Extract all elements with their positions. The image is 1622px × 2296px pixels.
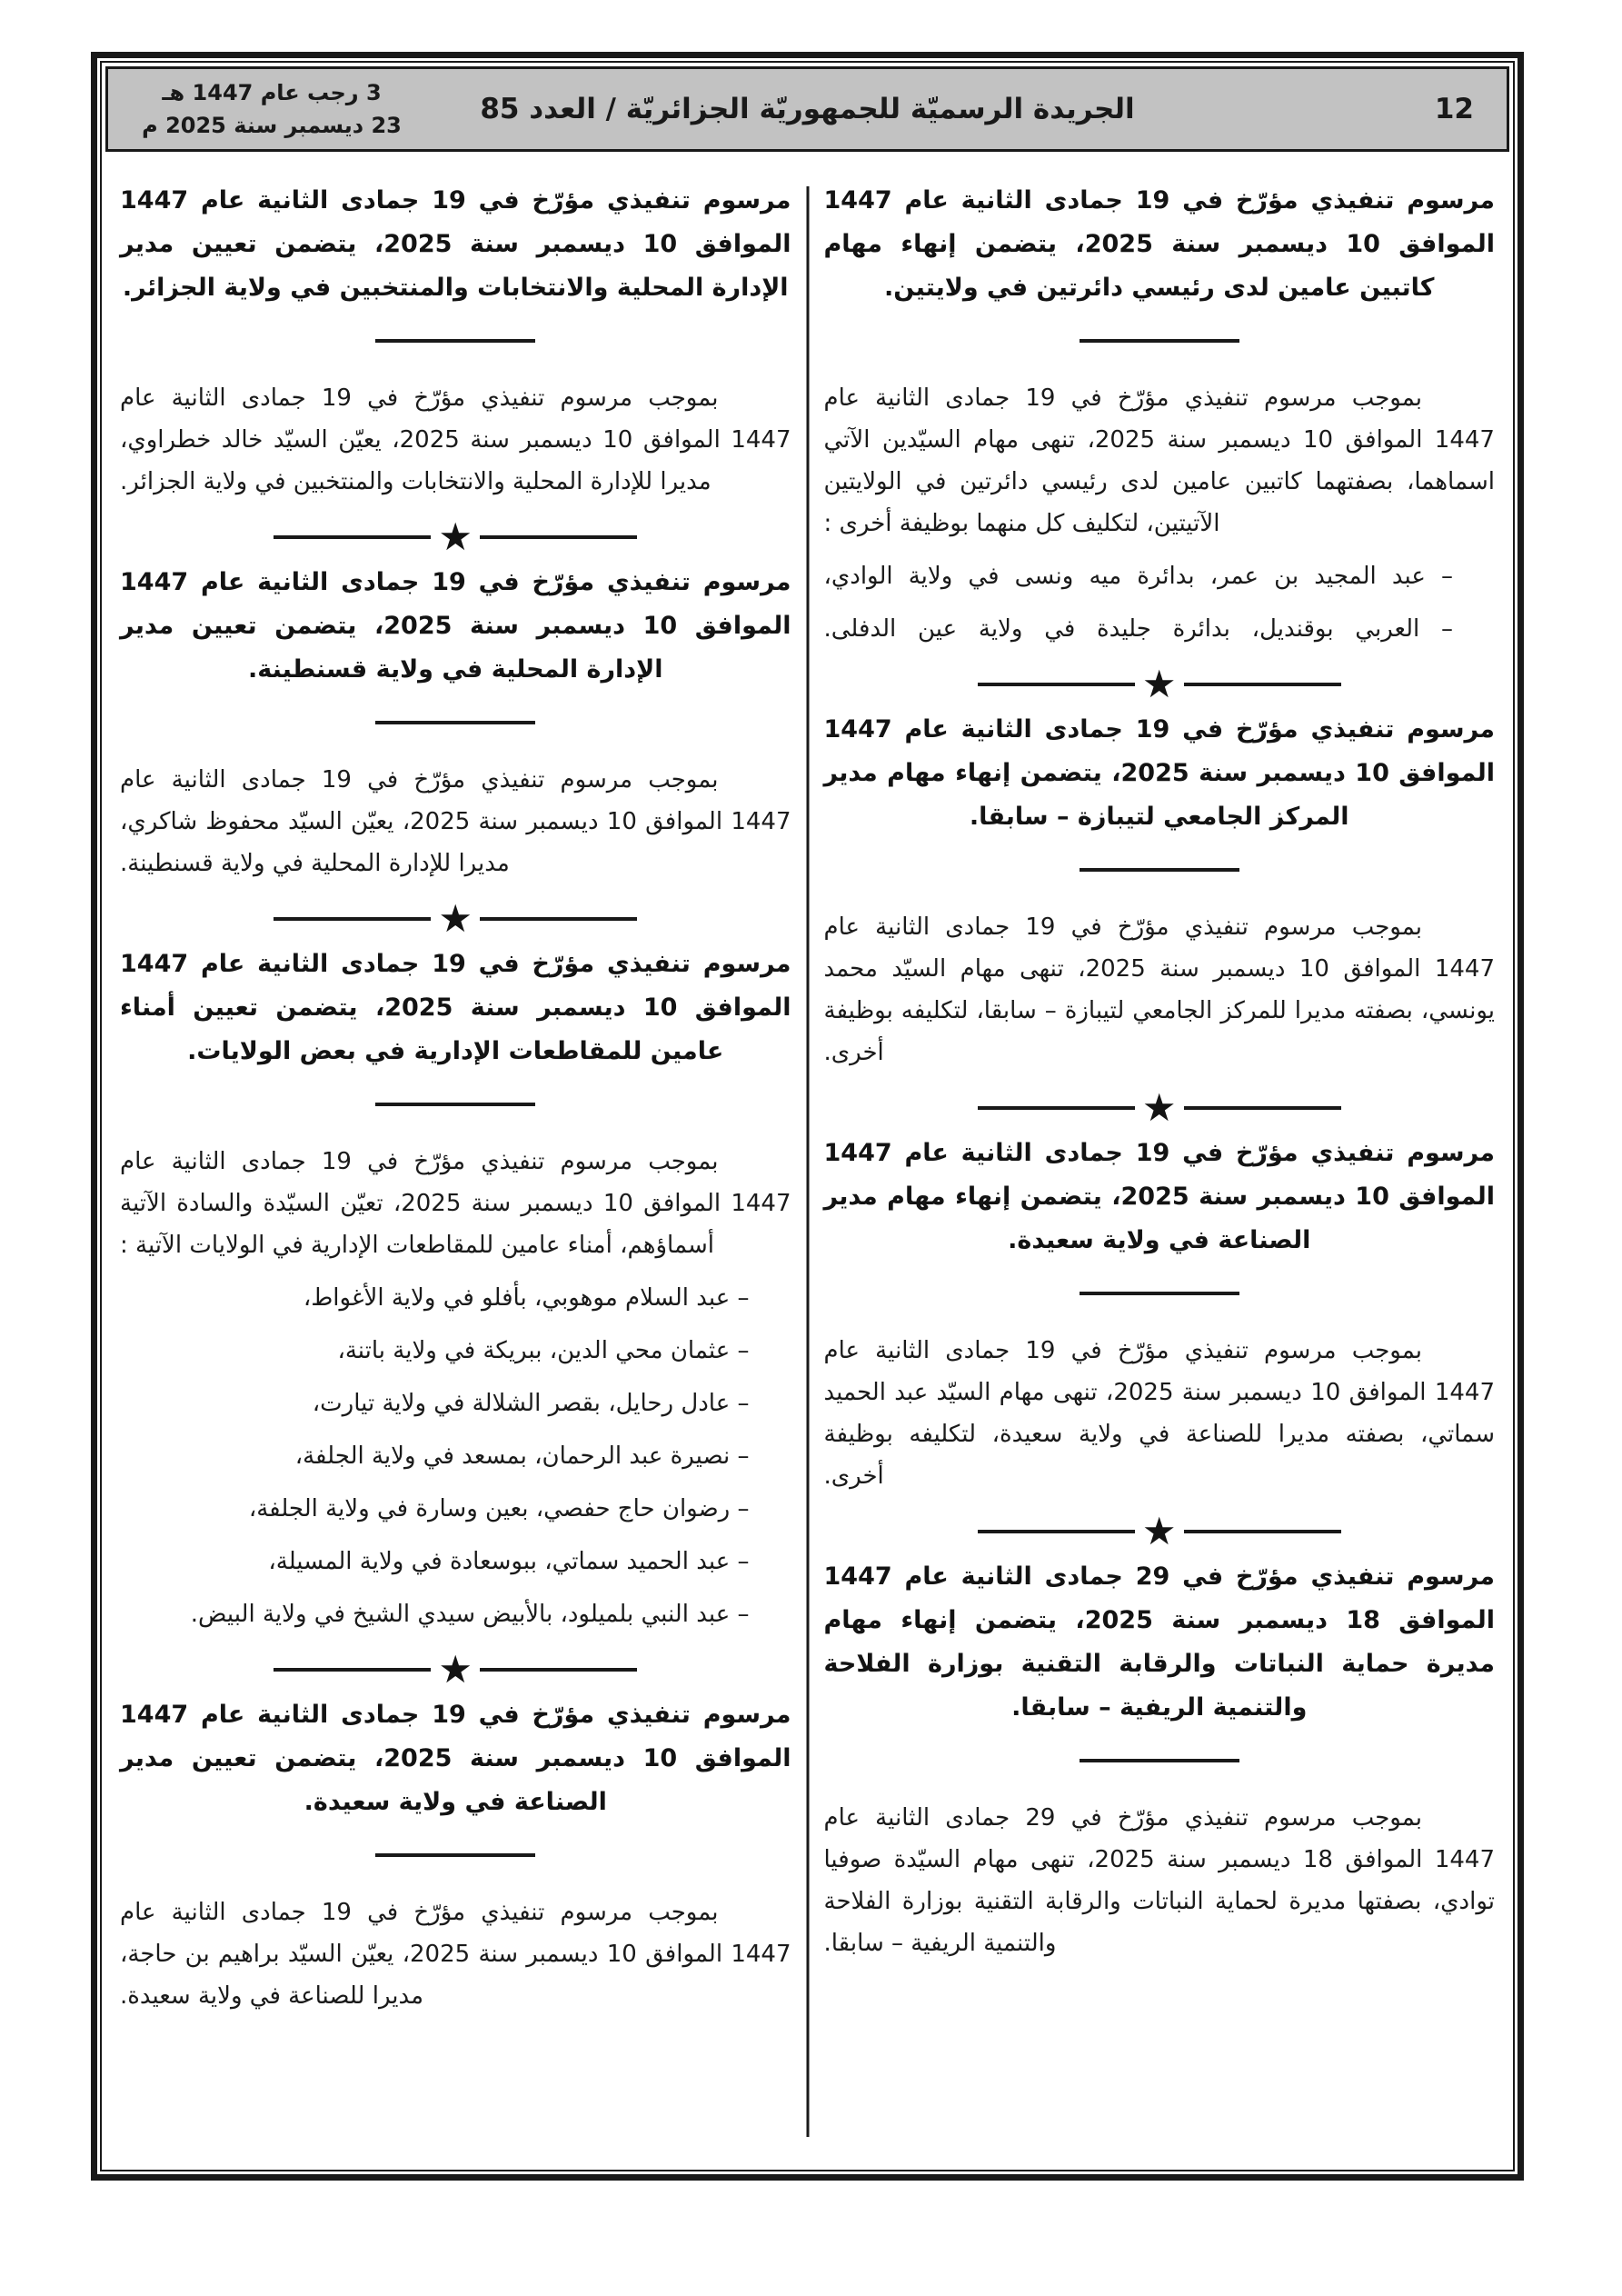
- title-separator: [375, 1103, 535, 1106]
- decree-list-item: – عادل رحايل، بقصر الشلالة في ولاية تيارت،: [312, 1390, 750, 1417]
- separator-line: [480, 1668, 637, 1672]
- decree-list-item: – عبد النبي بلميلود، بالأبيض سيدي الشيخ في ولاية البيض.: [190, 1601, 750, 1628]
- separator-line: [274, 1668, 431, 1672]
- decree-list-item: – نصيرة عبد الرحمان، بمسعد في ولاية الجلفة،: [294, 1442, 750, 1470]
- star-separator: [978, 1509, 1341, 1553]
- star-icon: ★: [1141, 1509, 1177, 1553]
- decree-list-item: – عبد الحميد سماتي، ببوسعادة في ولاية المسيلة،: [268, 1548, 750, 1575]
- decree-title: مرسوم تنفيذي مؤرّخ في 19 جمادى الثانية عام 1447 الموافق 10 ديسمبر سنة 2025، يتضمن تعيين أمناء عامين للمقاطعات الإدارية في بعض الولايات.: [120, 950, 791, 1065]
- page-frame-inner: [100, 61, 1515, 2171]
- decree: [824, 708, 1496, 1073]
- header-date-hijri: 3 رجب عام 1447 هـ: [162, 80, 382, 105]
- separator-line: [978, 683, 1135, 686]
- page-number: 12: [1434, 93, 1474, 125]
- decree: [824, 1555, 1496, 1964]
- title-separator: [1080, 1292, 1239, 1295]
- decree-body: بموجب مرسوم تنفيذي مؤرّخ في 19 جمادى الثانية عام 1447 الموافق 10 ديسمبر سنة 2025، تنهى مهام السيّدين الآتي اسماهما، بصفتهما كاتبين عامين لدى رئيسي دائرتين في الولايتين الآتيتين، لتكليف كل منهما بوظيفة أخرى :: [823, 384, 1495, 537]
- title-separator: [1080, 339, 1239, 343]
- decree: [120, 179, 791, 503]
- page-frame: [91, 52, 1524, 2181]
- decree-list-item: – عثمان محي الدين، ببريكة في ولاية باتنة،: [337, 1337, 750, 1364]
- column-right: [808, 179, 1512, 2017]
- decree-list-item: – رضوان حاج حفصي، بعين وسارة في ولاية الجلفة،: [248, 1495, 750, 1522]
- separator-line: [274, 535, 431, 539]
- star-separator: [274, 896, 637, 941]
- decree-title: مرسوم تنفيذي مؤرّخ في 19 جمادى الثانية عام 1447 الموافق 10 ديسمبر سنة 2025، يتضمن إنهاء مهام كاتبين عامين لدى رئيسي دائرتين في ولايتين.: [823, 186, 1496, 302]
- decree: [824, 1132, 1496, 1497]
- decree: [120, 561, 791, 884]
- separator-line: [978, 1106, 1135, 1110]
- decree-title: مرسوم تنفيذي مؤرّخ في 19 جمادى الثانية عام 1447 الموافق 10 ديسمبر سنة 2025، يتضمن إنهاء مهام مدير المركز الجامعي لتيبازة – سابقا.: [823, 715, 1496, 831]
- title-separator: [375, 721, 535, 724]
- decree: [120, 1693, 791, 2017]
- decree-list-item: – عبد المجيد بن عمر، بدائرة ميه ونسى في ولاية الوادي،: [823, 563, 1453, 590]
- decree: [824, 179, 1496, 650]
- decree-list-item: – العربي بوقنديل، بدائرة جليدة في ولاية عين الدفلى.: [823, 615, 1453, 643]
- decree-list-item: – عبد السلام موهوبي، بأفلو في ولاية الأغواط،: [303, 1284, 750, 1312]
- decree-title: مرسوم تنفيذي مؤرّخ في 19 جمادى الثانية عام 1447 الموافق 10 ديسمبر سنة 2025، يتضمن إنهاء مهام مدير الصناعة في ولاية سعيدة.: [823, 1139, 1496, 1254]
- page-header: [105, 66, 1509, 152]
- separator-line: [1184, 1530, 1341, 1533]
- decree-body: بموجب مرسوم تنفيذي مؤرّخ في 19 جمادى الثانية عام 1447 الموافق 10 ديسمبر سنة 2025، تنهى مهام السيّد عبد الحميد سماتي، بصفته مديرا للصناعة في ولاية سعيدة، لتكليفه بوظيفة أخرى.: [823, 1337, 1495, 1490]
- decree-body: بموجب مرسوم تنفيذي مؤرّخ في 19 جمادى الثانية عام 1447 الموافق 10 ديسمبر سنة 2025، تنهى مهام السيّد محمد يونسي، بصفته مديرا للمركز الجامعي لتيبازة – سابقا، لتكليفه بوظيفة أخرى.: [823, 913, 1495, 1066]
- star-icon: ★: [1141, 1085, 1177, 1130]
- star-icon: ★: [438, 514, 473, 559]
- header-date-gregorian: 23 ديسمبر سنة 2025 م: [142, 113, 402, 138]
- star-icon: ★: [438, 1647, 473, 1692]
- separator-line: [978, 1530, 1135, 1533]
- title-separator: [1080, 868, 1239, 872]
- decree-body: بموجب مرسوم تنفيذي مؤرّخ في 29 جمادى الثانية عام 1447 الموافق 18 ديسمبر سنة 2025، تنهى مهام السيّدة صوفيا توادي، بصفتها مديرة لحماية النباتات والرقابة التقنية بوزارة الفلاحة والتنمية الريفية – سابقا.: [823, 1804, 1495, 1957]
- title-separator: [1080, 1759, 1239, 1762]
- title-separator: [375, 1853, 535, 1857]
- star-icon: ★: [438, 896, 473, 941]
- separator-line: [480, 917, 637, 921]
- decree: [120, 943, 791, 1635]
- separator-line: [1184, 1106, 1341, 1110]
- separator-line: [1184, 683, 1341, 686]
- star-separator: [274, 514, 637, 559]
- star-separator: [978, 664, 1341, 704]
- decree-title: مرسوم تنفيذي مؤرّخ في 19 جمادى الثانية عام 1447 الموافق 10 ديسمبر سنة 2025، يتضمن تعيين مدير الإدارة المحلية في ولاية قسنطينة.: [120, 568, 791, 684]
- star-icon: ★: [1141, 662, 1177, 706]
- title-separator: [375, 339, 535, 343]
- decree-body: بموجب مرسوم تنفيذي مؤرّخ في 19 جمادى الثانية عام 1447 الموافق 10 ديسمبر سنة 2025، يعيّن السيّد محفوظ شاكري، مديرا للإدارة المحلية في ولاية قسنطينة.: [120, 766, 791, 877]
- separator-line: [480, 535, 637, 539]
- column-divider: [806, 186, 809, 2137]
- decree-title: مرسوم تنفيذي مؤرّخ في 19 جمادى الثانية عام 1447 الموافق 10 ديسمبر سنة 2025، يتضمن تعيين مدير الصناعة في ولاية سعيدة.: [120, 1701, 791, 1816]
- gazette-title: الجريدة الرسميّة للجمهوريّة الجزائريّة / العدد 85: [480, 93, 1135, 125]
- star-separator: [978, 1085, 1341, 1130]
- decree-title: مرسوم تنفيذي مؤرّخ في 19 جمادى الثانية عام 1447 الموافق 10 ديسمبر سنة 2025، يتضمن تعيين مدير الإدارة المحلية والانتخابات والمنتخبين في ولاية الجزائر.: [120, 186, 791, 302]
- decree-body: بموجب مرسوم تنفيذي مؤرّخ في 19 جمادى الثانية عام 1447 الموافق 10 ديسمبر سنة 2025، يعيّن السيّد خالد خطراوي، مديرا للإدارة المحلية والانتخابات والمنتخبين في ولاية الجزائر.: [120, 384, 791, 495]
- decree-body: بموجب مرسوم تنفيذي مؤرّخ في 19 جمادى الثانية عام 1447 الموافق 10 ديسمبر سنة 2025، يعيّن السيّد براهيم بن حاجة، مديرا للصناعة في ولاية سعيدة.: [120, 1899, 791, 2010]
- separator-line: [274, 917, 431, 921]
- header-date: [135, 76, 408, 142]
- decree-body: بموجب مرسوم تنفيذي مؤرّخ في 19 جمادى الثانية عام 1447 الموافق 10 ديسمبر سنة 2025، تعيّن السيّدة والسادة الآتية أسماؤهم، أمناء عامين للمقاطعات الإدارية في الولايات الآتية :: [120, 1148, 791, 1259]
- decree-title: مرسوم تنفيذي مؤرّخ في 29 جمادى الثانية عام 1447 الموافق 18 ديسمبر سنة 2025، يتضمن إنهاء مهام مديرة حماية النباتات والرقابة التقنية بوزارة الفلاحة والتنمية الريفية – سابقا.: [823, 1562, 1496, 1722]
- column-left: [104, 179, 808, 2017]
- star-separator: [274, 1647, 637, 1692]
